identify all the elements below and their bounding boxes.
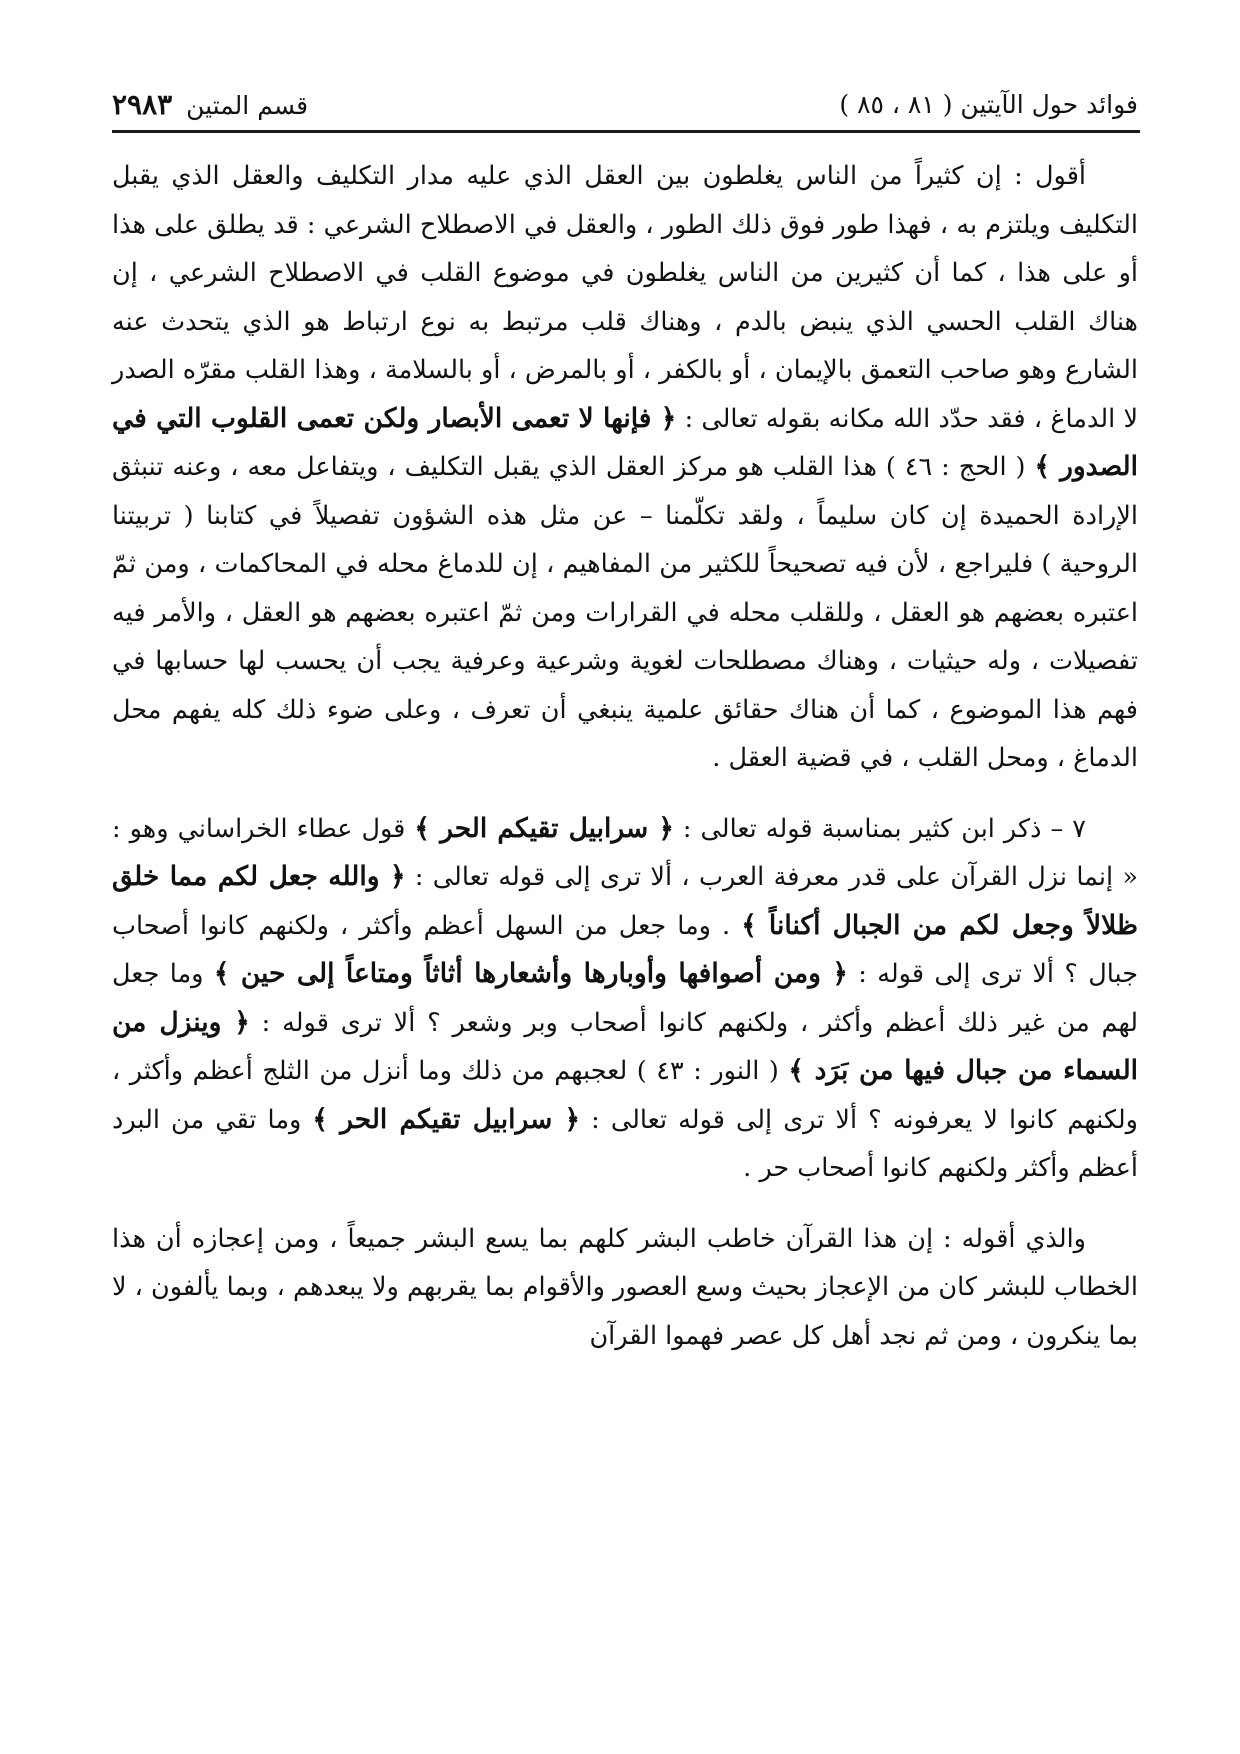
quran-verse: ﴿ سرابيل تقيكم الحر ﴾ bbox=[414, 812, 674, 844]
text-run: ( الحج : ٤٦ ) هذا القلب هو مركز العقل الذي يقبل التكليف ، ويتفاعل معه ، وعنه تنبثق الإرادة الحميدة إن كان سليماً ، ولقد تكلّمنا – عن مثل هذه الشؤون تفصيلاً في كتابنا ( تربيتنا الروحية ) فليراجع ، لأن فيه تصحيحاً للكثير من المفاهيم ، إن للدماغ محله في المحاكمات ، ومن ثمّ اعتبره بعضهم هو العقل ، وللقلب محله في القرارات ومن ثمّ اعتبره بعضهم هو العقل ، والأمر فيه تفصيلات ، وله حيثيات ، وهناك مصطلحات لغوية وشرعية وعرفية يجب أن يحسب لها حسابها في فهم هذا الموضوع ، كما أن هناك حقائق علمية ينبغي أن تعرف ، وعلى ضوء ذلك كله يفهم محل الدماغ ، ومحل القلب ، في قضية العقل . bbox=[112, 452, 1138, 773]
body-text bbox=[112, 152, 1138, 1360]
paragraph-gap bbox=[112, 783, 1138, 805]
page-number: ٢٩٨٣ bbox=[112, 87, 173, 121]
paragraph-gap bbox=[112, 1193, 1138, 1215]
quran-verse: ﴿ والله جعل لكم مما خلق ظلالاً وجعل لكم من الجبال أكناناً ﴾ bbox=[112, 861, 1138, 941]
text-run: والذي أقوله : إن هذا القرآن خاطب البشر كلهم بما يسع البشر جميعاً ، ومن إعجازه أن هذا الخطاب للبشر كان من الإعجاز بحيث وسع العصور والأقوام بما يقربهم ولا يبعدهم ، وبما يألفون ، لا بما ينكرون ، ومن ثم نجد أهل كل عصر فهموا القرآن bbox=[112, 1223, 1138, 1351]
paragraph-closing bbox=[112, 1215, 1138, 1361]
paragraph-intro-commentary bbox=[112, 152, 1138, 783]
text-run: . وما جعل من السهل أعظم وأكثر ، ولكنهم كانوا أصحاب جبال ؟ ألا ترى إلى قوله : bbox=[112, 910, 1138, 989]
paragraph-point-7 bbox=[112, 805, 1138, 1193]
quran-verse: ﴿ ومن أصوافها وأوبارها وأشعارها أثاثاً ومتاعاً إلى حين ﴾ bbox=[213, 958, 848, 989]
text-run: ٧ – ذكر ابن كثير بمناسبة قوله تعالى : bbox=[673, 813, 1086, 844]
text-run: أقول : إن كثيراً من الناس يغلطون بين العقل الذي عليه مدار التكليف والعقل الذي يقبل التكليف ويلتزم به ، فهذا طور فوق ذلك الطور ، والعقل في الاصطلاح الشرعي : قد يطلق على هذا أو على هذا ، كما أن كثيرين من الناس يغلطون في موضوع القلب في الاصطلاح الشرعي ، إن هناك القلب الحسي الذي ينبض بالدم ، وهناك قلب مرتبط به نوع ارتباط هو الذي يتحدث عنه الشارع وهو صاحب التعمق بالإيمان ، أو بالكفر ، أو بالمرض ، أو بالسلامة ، وهذا القلب مقرّه الصدر لا الدماغ ، فقد حدّد الله مكانه بقوله تعالى : bbox=[112, 161, 1138, 434]
section-label: قسم المتين bbox=[186, 90, 309, 120]
quran-verse: ﴿ فإنها لا تعمى الأبصار ولكن تعمى القلوب التي في الصدور ﴾ bbox=[112, 402, 1138, 482]
text-run: وما جعل لهم من غير ذلك أعظم وأكثر ، ولكنهم كانوا أصحاب وبر وشعر ؟ ألا ترى قوله : bbox=[112, 959, 1138, 1038]
running-title: فوائد حول الآيتين ( ٨١ ، ٨٥ ) bbox=[839, 89, 1138, 119]
section-and-page bbox=[112, 88, 308, 121]
text-run: ( النور : ٤٣ ) لعجبهم من ذلك وما أنزل من الثلج أعظم وأكثر ، ولكنهم كانوا لا يعرفونه ؟ ألا ترى إلى قوله تعالى : bbox=[112, 1056, 1138, 1135]
quran-verse: ﴿ سرابيل تقيكم الحر ﴾ bbox=[312, 1103, 581, 1135]
running-header bbox=[112, 84, 1138, 124]
quran-verse: ﴿ وينزل من السماء من جبال فيها من بَرَد ﴾ bbox=[112, 1006, 1139, 1086]
text-run: وما تقي من البرد أعظم وأكثر ولكنهم كانوا أصحاب حر . bbox=[112, 1104, 1138, 1183]
header-divider bbox=[112, 130, 1140, 133]
text-run: قول عطاء الخراساني وهو : « إنما نزل القرآن على قدر معرفة العرب ، ألا ترى إلى قوله تعالى : bbox=[112, 813, 1138, 892]
